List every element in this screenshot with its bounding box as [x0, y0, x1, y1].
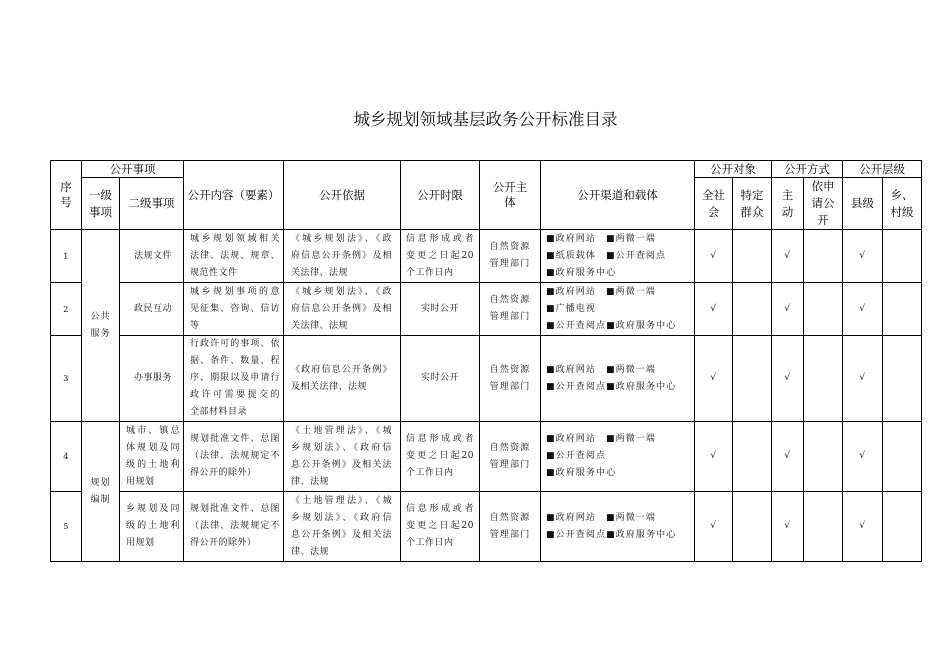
basis-line: 律、法规 — [291, 546, 330, 557]
basis-line: 《城乡规划法》、《政 — [291, 286, 392, 297]
mark-all-society: √ — [695, 230, 733, 283]
level2-line: 乡规划及同 — [126, 504, 180, 514]
mark-specific-group — [733, 492, 772, 562]
channel-cell — [541, 422, 695, 492]
mark-active: √ — [772, 422, 804, 492]
basis-line: 府信息公开条例》及相 — [291, 250, 392, 261]
channel-line — [546, 318, 694, 335]
channel-line — [546, 265, 694, 282]
basis-line: 及相关法律、法规 — [291, 381, 368, 392]
basis-line: 律、法规 — [291, 476, 330, 487]
channel-line — [546, 248, 694, 265]
time-limit-line: 个工作日内 — [406, 267, 454, 278]
time-limit-line: 变更之日起20 — [406, 451, 474, 461]
mark-active: √ — [772, 336, 804, 422]
subject-line: 管理部门 — [489, 312, 531, 322]
header-item-group: 公开事项 — [82, 161, 184, 178]
content-line: 据、条件、数量、程 — [190, 356, 280, 366]
subject-cell — [480, 492, 541, 562]
level1-item-cell — [82, 422, 120, 562]
basis-cell — [284, 230, 401, 283]
time-limit-line: 实时公开 — [420, 373, 459, 383]
header-township-village — [883, 178, 922, 230]
mark-all-society: √ — [695, 336, 733, 422]
subject-line: 管理部门 — [489, 529, 531, 540]
header-level1 — [82, 178, 120, 230]
level1-item: 规划编制 — [90, 477, 111, 505]
time-limit-line: 个工作日内 — [406, 538, 454, 548]
header-level1-label: 一级事项 — [88, 187, 112, 219]
header-seq-label: 序号 — [60, 180, 72, 209]
content-line: 见征集、咨询、信访 — [190, 303, 280, 314]
header-active — [772, 178, 804, 230]
header-seq — [51, 161, 82, 230]
channel-line — [546, 527, 694, 544]
content-line: 等 — [190, 320, 200, 331]
level2-line: 用规划 — [126, 538, 155, 548]
header-all-society-label: 全社会 — [701, 187, 725, 219]
mark-township-village — [883, 492, 922, 562]
basis-line: 《土地管理法》、《城 — [291, 495, 392, 506]
channel-item: ■政府网站 — [546, 434, 597, 444]
content-cell — [184, 336, 284, 422]
mark-county: √ — [843, 336, 883, 422]
time-limit-cell — [401, 492, 480, 562]
mark-all-society: √ — [695, 492, 733, 562]
table-row — [51, 336, 922, 422]
level1-item-cell — [82, 230, 120, 422]
content-line: 得公开的除外） — [190, 468, 257, 478]
channel-item: ■公开查阅点 — [546, 451, 607, 461]
mark-by-request — [804, 230, 843, 283]
mark-specific-group — [733, 336, 772, 422]
content-line: 行政许可的事项、依 — [190, 339, 280, 349]
content-line: 规划批准文件、总图 — [190, 434, 280, 444]
level2-line: 级的土地利 — [126, 459, 180, 470]
channel-line — [546, 431, 694, 448]
header-all-society — [695, 178, 733, 230]
header-method: 公开方式 — [772, 161, 843, 178]
content-line: （法律、法规规定不 — [190, 451, 280, 461]
time-limit-cell — [401, 230, 480, 283]
content-line: 规范性文件 — [190, 267, 238, 278]
mark-by-request — [804, 492, 843, 562]
channel-item: ■两微一端 — [606, 233, 657, 244]
subject-cell — [480, 336, 541, 422]
content-cell — [184, 492, 284, 562]
channel-line — [546, 465, 694, 482]
header-level2: 二级事项 — [120, 178, 184, 230]
basis-line: 乡规划法》、《政府信 — [291, 442, 392, 453]
channel-line — [546, 448, 694, 465]
subject-line: 自然资源 — [489, 242, 531, 252]
header-active-label: 主动 — [781, 187, 794, 219]
subject-cell — [480, 422, 541, 492]
channel-item: ■公开查阅点 — [546, 381, 607, 392]
header-by-request — [804, 178, 843, 230]
level2-item-cell — [120, 230, 184, 283]
content-line: 序、期限以及申请行 — [190, 373, 280, 383]
channel-item: ■政府服务中心 — [606, 381, 677, 392]
channel-item: ■政府服务中心 — [546, 468, 617, 478]
mark-county: √ — [843, 230, 883, 283]
time-limit-line: 信息形成或者 — [406, 233, 474, 244]
channel-item: ■纸质载体 — [546, 250, 597, 261]
channel-line — [546, 231, 694, 248]
channel-item: ■政府网站 — [546, 233, 597, 244]
time-limit-line: 变更之日起20 — [406, 521, 474, 531]
basis-line: 《土地管理法》、《城 — [291, 425, 392, 436]
content-line: 法律、法规、规章、 — [190, 250, 280, 261]
header-subject — [480, 161, 541, 230]
content-cell — [184, 283, 284, 336]
time-limit-line: 信息形成或者 — [406, 434, 474, 444]
mark-by-request — [804, 422, 843, 492]
time-limit-line: 变更之日起20 — [406, 250, 474, 261]
header-specific-group — [733, 178, 772, 230]
level2-item-cell — [120, 492, 184, 562]
channel-line — [546, 379, 694, 396]
subject-line: 自然资源 — [489, 364, 531, 375]
content-cell — [184, 230, 284, 283]
channel-item: ■两微一端 — [606, 434, 657, 444]
basis-cell — [284, 336, 401, 422]
mark-county: √ — [843, 422, 883, 492]
content-line: 规划批准文件、总图 — [190, 504, 280, 514]
content-line: 全部材料目录 — [190, 407, 248, 417]
time-limit-line: 实时公开 — [420, 303, 459, 314]
mark-township-village — [883, 230, 922, 283]
content-line: （法律、法规规定不 — [190, 521, 280, 531]
header-time-limit: 公开时限 — [401, 161, 480, 230]
level1-item: 公共服务 — [90, 311, 111, 339]
header-township-village-label: 乡、村级 — [890, 187, 914, 219]
basis-line: 《政府信息公开条例》 — [291, 364, 392, 375]
mark-active: √ — [772, 283, 804, 336]
row-number: 5 — [51, 492, 82, 562]
header-basis: 公开依据 — [284, 161, 401, 230]
level2-line: 体规划及同 — [126, 442, 180, 453]
subject-line: 管理部门 — [489, 259, 531, 269]
time-limit-cell — [401, 283, 480, 336]
content-line: 城乡规划领域相关 — [190, 233, 280, 244]
channel-item: ■两微一端 — [606, 364, 657, 375]
mark-county: √ — [843, 283, 883, 336]
channel-line — [546, 510, 694, 527]
header-level: 公开层级 — [843, 161, 922, 178]
mark-by-request — [804, 336, 843, 422]
table-header — [51, 161, 922, 230]
basis-line: 息公开条例》及相关法 — [291, 459, 392, 470]
table-row — [51, 492, 922, 562]
subject-line: 管理部门 — [489, 459, 531, 470]
row-number: 1 — [51, 230, 82, 283]
subject-line: 自然资源 — [489, 442, 531, 453]
table-row — [51, 422, 922, 492]
time-limit-cell — [401, 422, 480, 492]
level2-line: 政民互动 — [133, 303, 172, 314]
basis-line: 府信息公开条例》及相 — [291, 303, 392, 314]
mark-specific-group — [733, 283, 772, 336]
mark-county: √ — [843, 492, 883, 562]
channel-item: ■公开查阅点 — [546, 529, 607, 540]
channel-line — [546, 301, 694, 318]
basis-cell — [284, 422, 401, 492]
level2-line: 级的土地利 — [126, 521, 180, 531]
mark-active: √ — [772, 230, 804, 283]
mark-township-village — [883, 422, 922, 492]
subject-cell — [480, 230, 541, 283]
content-cell — [184, 422, 284, 492]
channel-item: ■政府服务中心 — [606, 529, 677, 540]
content-line: 得公开的除外） — [190, 538, 257, 548]
channel-cell — [541, 230, 695, 283]
basis-line: 关法律、法规 — [291, 267, 349, 278]
row-number: 2 — [51, 283, 82, 336]
level2-item-cell — [120, 336, 184, 422]
basis-line: 《城乡规划法》、《政 — [291, 233, 392, 244]
content-line: 城乡规划事项的意 — [190, 286, 280, 297]
subject-cell — [480, 283, 541, 336]
subject-line: 自然资源 — [489, 295, 531, 305]
channel-item: ■广播电视 — [546, 303, 597, 314]
header-by-request-label: 依申请公开 — [811, 179, 835, 227]
basis-line: 息公开条例》及相关法 — [291, 529, 392, 540]
basis-cell — [284, 283, 401, 336]
channel-cell — [541, 283, 695, 336]
mark-specific-group — [733, 230, 772, 283]
mark-by-request — [804, 283, 843, 336]
level2-line: 城市、镇总 — [126, 425, 180, 436]
channel-item: ■公开查阅点 — [606, 250, 667, 261]
basis-cell — [284, 492, 401, 562]
mark-township-village — [883, 283, 922, 336]
document-title: 城乡规划领域基层政务公开标准目录 — [353, 110, 618, 129]
header-content: 公开内容（要素） — [184, 161, 284, 230]
channel-cell — [541, 492, 695, 562]
channel-item: ■政府服务中心 — [606, 320, 677, 331]
level2-line: 法规文件 — [133, 250, 172, 261]
row-number: 4 — [51, 422, 82, 492]
channel-cell — [541, 336, 695, 422]
header-specific-group-label: 特定群众 — [740, 187, 764, 219]
header-row-1 — [51, 161, 922, 178]
table-row — [51, 283, 922, 336]
header-channel: 公开渠道和载体 — [541, 161, 695, 230]
channel-item: ■政府服务中心 — [546, 267, 617, 278]
disclosure-catalog-table — [50, 160, 922, 562]
mark-active: √ — [772, 492, 804, 562]
table-row — [51, 230, 922, 283]
header-audience: 公开对象 — [695, 161, 772, 178]
content-line: 政许可需要提交的 — [190, 390, 280, 400]
channel-item: ■两微一端 — [606, 286, 657, 297]
basis-line: 乡规划法》、《政府信 — [291, 512, 392, 523]
channel-line — [546, 284, 694, 301]
basis-line: 关法律、法规 — [291, 320, 349, 331]
time-limit-line: 信息形成或者 — [406, 504, 474, 514]
header-subject-label: 公开主体 — [492, 180, 528, 209]
channel-item: ■政府网站 — [546, 512, 597, 523]
channel-item: ■公开查阅点 — [546, 320, 607, 331]
channel-line — [546, 362, 694, 379]
header-county: 县级 — [843, 178, 883, 230]
level2-item-cell — [120, 283, 184, 336]
channel-item: ■两微一端 — [606, 512, 657, 523]
level2-item-cell — [120, 422, 184, 492]
channel-item: ■政府网站 — [546, 286, 597, 297]
table-body — [51, 230, 922, 562]
level2-line: 办事服务 — [133, 373, 172, 383]
time-limit-line: 个工作日内 — [406, 468, 454, 478]
mark-all-society: √ — [695, 422, 733, 492]
mark-specific-group — [733, 422, 772, 492]
mark-all-society: √ — [695, 283, 733, 336]
mark-township-village — [883, 336, 922, 422]
channel-item: ■政府网站 — [546, 364, 597, 375]
subject-line: 自然资源 — [489, 512, 531, 523]
subject-line: 管理部门 — [489, 381, 531, 392]
time-limit-cell — [401, 336, 480, 422]
level2-line: 用规划 — [126, 476, 155, 487]
row-number: 3 — [51, 336, 82, 422]
